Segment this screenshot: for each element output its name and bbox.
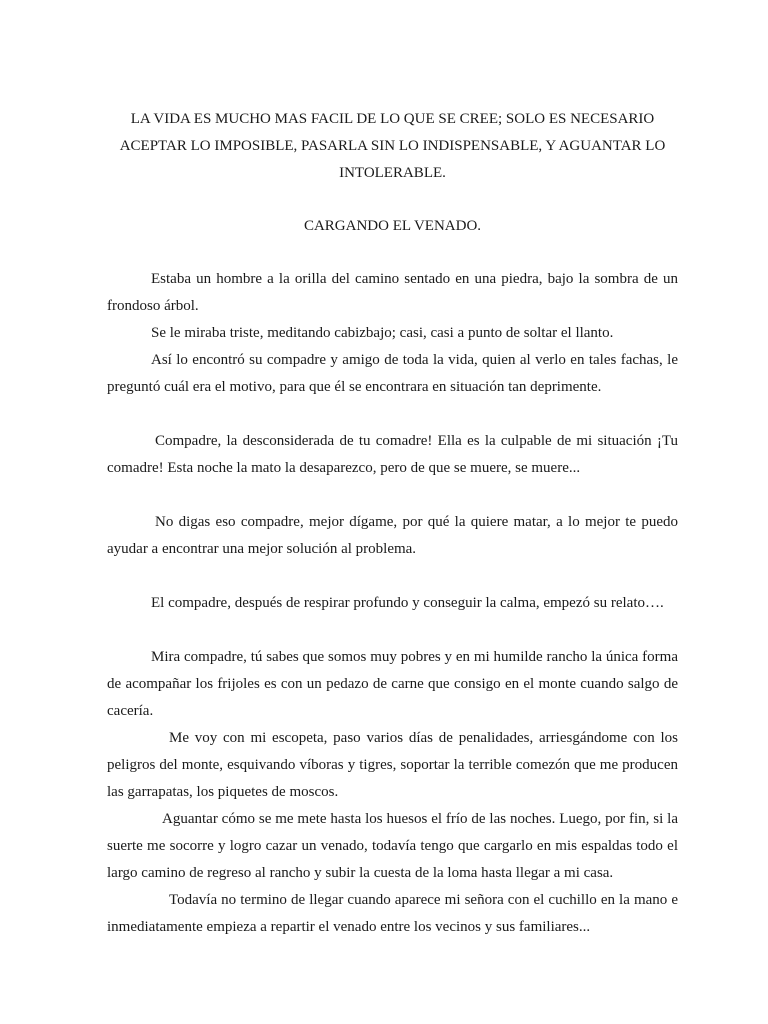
epigraph: LA VIDA ES MUCHO MAS FACIL DE LO QUE SE CREE; SOLO ES NECESARIO ACEPTAR LO IMPOSIBLE, PASARLA SIN LO INDISPENSABLE, Y AGUANTAR LO INTOLERABLE. bbox=[119, 111, 666, 181]
paragraph-gap bbox=[107, 617, 678, 644]
paragraph: No digas eso compadre, mejor dígame, por qué la quiere matar, a lo mejor te puedo ayudar a encontrar una mejor solución al problema. bbox=[107, 514, 678, 557]
paragraph: Todavía no termino de llegar cuando aparece mi señora con el cuchillo en la mano e inmediatamente empieza a repartir el venado entre los vecinos y sus familiares... bbox=[107, 892, 678, 935]
paragraph: Me voy con mi escopeta, paso varios días de penalidades, arriesgándome con los peligros del monte, esquivando víboras y tigres, soportar la terrible comezón que me producen las garrapatas, los piquetes de moscos. bbox=[107, 730, 678, 800]
paragraph: Compadre, la desconsiderada de tu comadre! Ella es la culpable de mi situación ¡Tu comadre! Esta noche la mato la desaparezco, pero de que se muere, se muere... bbox=[107, 433, 678, 476]
story-body bbox=[107, 266, 678, 941]
paragraph: Se le miraba triste, meditando cabizbajo; casi, casi a punto de soltar el llanto. bbox=[151, 325, 614, 341]
paragraph-gap bbox=[107, 401, 678, 428]
paragraph: El compadre, después de respirar profundo y conseguir la calma, empezó su relato…. bbox=[151, 595, 664, 611]
paragraph: Mira compadre, tú sabes que somos muy pobres y en mi humilde rancho la única forma de acompañar los frijoles es con un pedazo de carne que consigo en el monte cuando salgo de cacería. bbox=[107, 649, 678, 719]
paragraph: Así lo encontró su compadre y amigo de toda la vida, quien al verlo en tales fachas, le preguntó cuál era el motivo, para que él se encontrara en situación tan deprimente. bbox=[107, 352, 678, 395]
story-title: CARGANDO EL VENADO. bbox=[303, 218, 482, 234]
paragraph: Aguantar cómo se me mete hasta los huesos el frío de las noches. Luego, por fin, si la suerte me socorre y logro cazar un venado, todavía tengo que cargarlo en mis espaldas todo el largo camino de regreso al rancho y subir la cuesta de la loma hasta llegar a mi casa. bbox=[107, 811, 678, 881]
paragraph-gap bbox=[107, 482, 678, 509]
paragraph: Estaba un hombre a la orilla del camino sentado en una piedra, bajo la sombra de un frondoso árbol. bbox=[107, 271, 678, 314]
paragraph-gap bbox=[107, 563, 678, 590]
